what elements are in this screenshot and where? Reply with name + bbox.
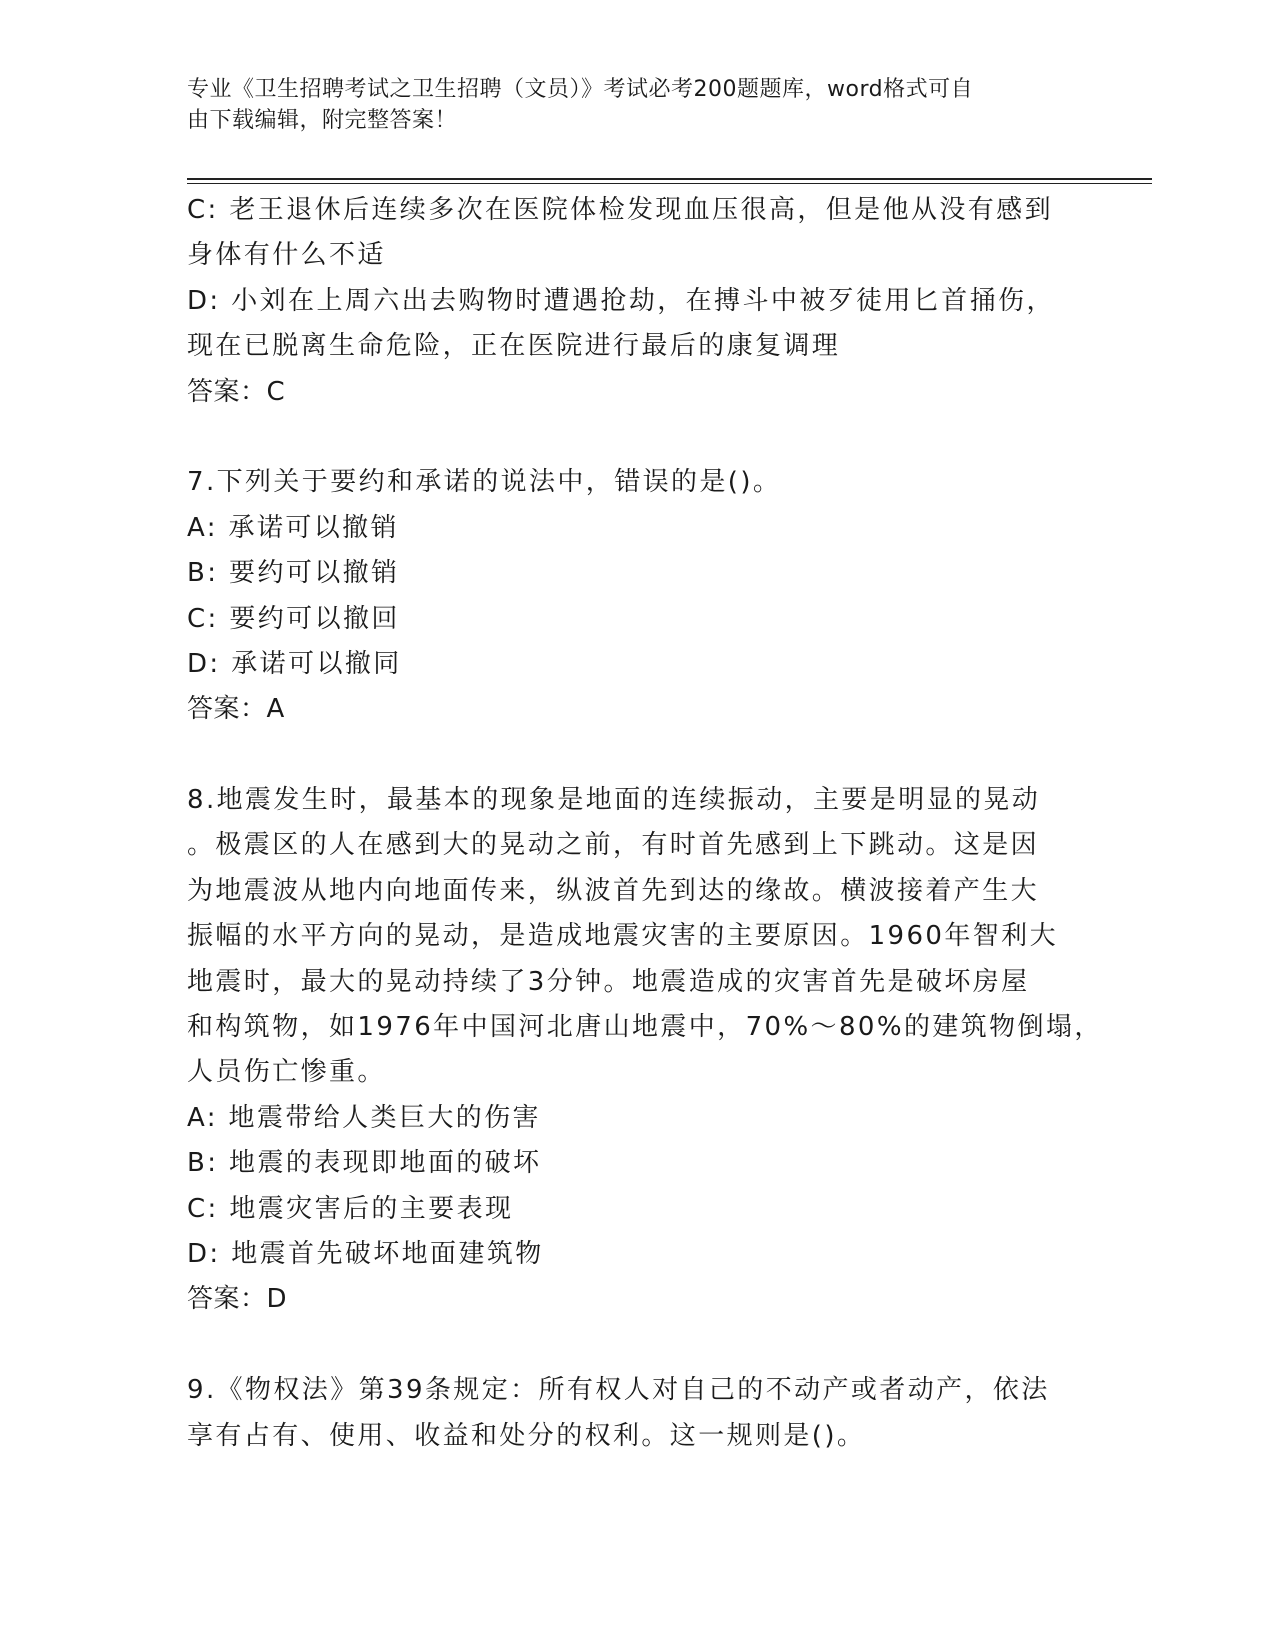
option-b: B: 要约可以撤销 [187,558,400,589]
option-c: C: 要约可以撤回 [187,603,400,634]
question-spacer [187,1323,1087,1368]
question-stem-line-2: 。极震区的人在感到大的晃动之前，有时首先感到上下跳动。这是因 [187,830,1040,861]
option-c: C: 地震灾害后的主要表现 [187,1193,514,1224]
question-stem-line-2: 享有占有、使用、收益和处分的权利。这一规则是()。 [187,1420,866,1451]
option-a: A: 承诺可以撤销 [187,512,399,543]
question-spacer [187,415,1087,460]
option-c-line-1: C: 老王退休后连续多次在医院体检发现血压很高，但是他从没有感到 [187,195,1053,225]
document-header [187,74,1067,136]
option-c-line-2: 身体有什么不适 [187,240,386,271]
option-d-line-2: 现在已脱离生命危险，正在医院进行最后的康复调理 [187,331,841,362]
option-d: D: 承诺可以撤同 [187,648,402,679]
question-stem-line-7: 人员伤亡惨重。 [187,1057,386,1088]
document-body [187,188,1103,1459]
answer-label: 答案：D [187,1284,288,1315]
option-b: B: 地震的表现即地面的破坏 [187,1148,542,1179]
option-d: D: 地震首先破坏地面建筑物 [187,1238,544,1269]
question-stem-line-6: 和构筑物，如1976年中国河北唐山地震中，70%～80%的建筑物倒塌， [187,1012,1103,1043]
question-stem-line-3: 为地震波从地内向地面传来，纵波首先到达的缘故。横波接着产生大 [187,875,1040,906]
question-8 [187,778,1103,1323]
header-rule-thin [187,183,1152,184]
question-6-tail [187,188,1087,415]
question-spacer [187,733,1087,778]
question-7 [187,460,1087,732]
question-stem-line-5: 地震时，最大的晃动持续了3分钟。地震造成的灾害首先是破坏房屋 [187,966,1030,997]
header-title-line-1: 专业《卫生招聘考试之卫生招聘（文员）》考试必考200题题库，word格式可自 [187,77,974,102]
question-stem-line-1: 9.《物权法》第39条规定：所有权人对自己的不动产或者动产，依法 [187,1375,1050,1406]
answer-label: 答案：A [187,694,285,725]
question-9 [187,1368,1087,1459]
question-stem-line-1: 8.地震发生时，最基本的现象是地面的连续振动，主要是明显的晃动 [187,785,1041,816]
header-title-line-2: 由下载编辑，附完整答案！ [187,108,458,133]
question-stem-line-4: 振幅的水平方向的晃动，是造成地震灾害的主要原因。1960年智利大 [187,921,1058,952]
question-stem: 7.下列关于要约和承诺的说法中，错误的是()。 [187,467,782,498]
option-d-line-1: D: 小刘在上周六出去购物时遭遇抢劫，在搏斗中被歹徒用匕首捅伤， [187,285,1055,316]
answer-label: 答案：C [187,376,286,407]
header-rule-thick [187,178,1152,180]
option-a: A: 地震带给人类巨大的伤害 [187,1102,541,1133]
